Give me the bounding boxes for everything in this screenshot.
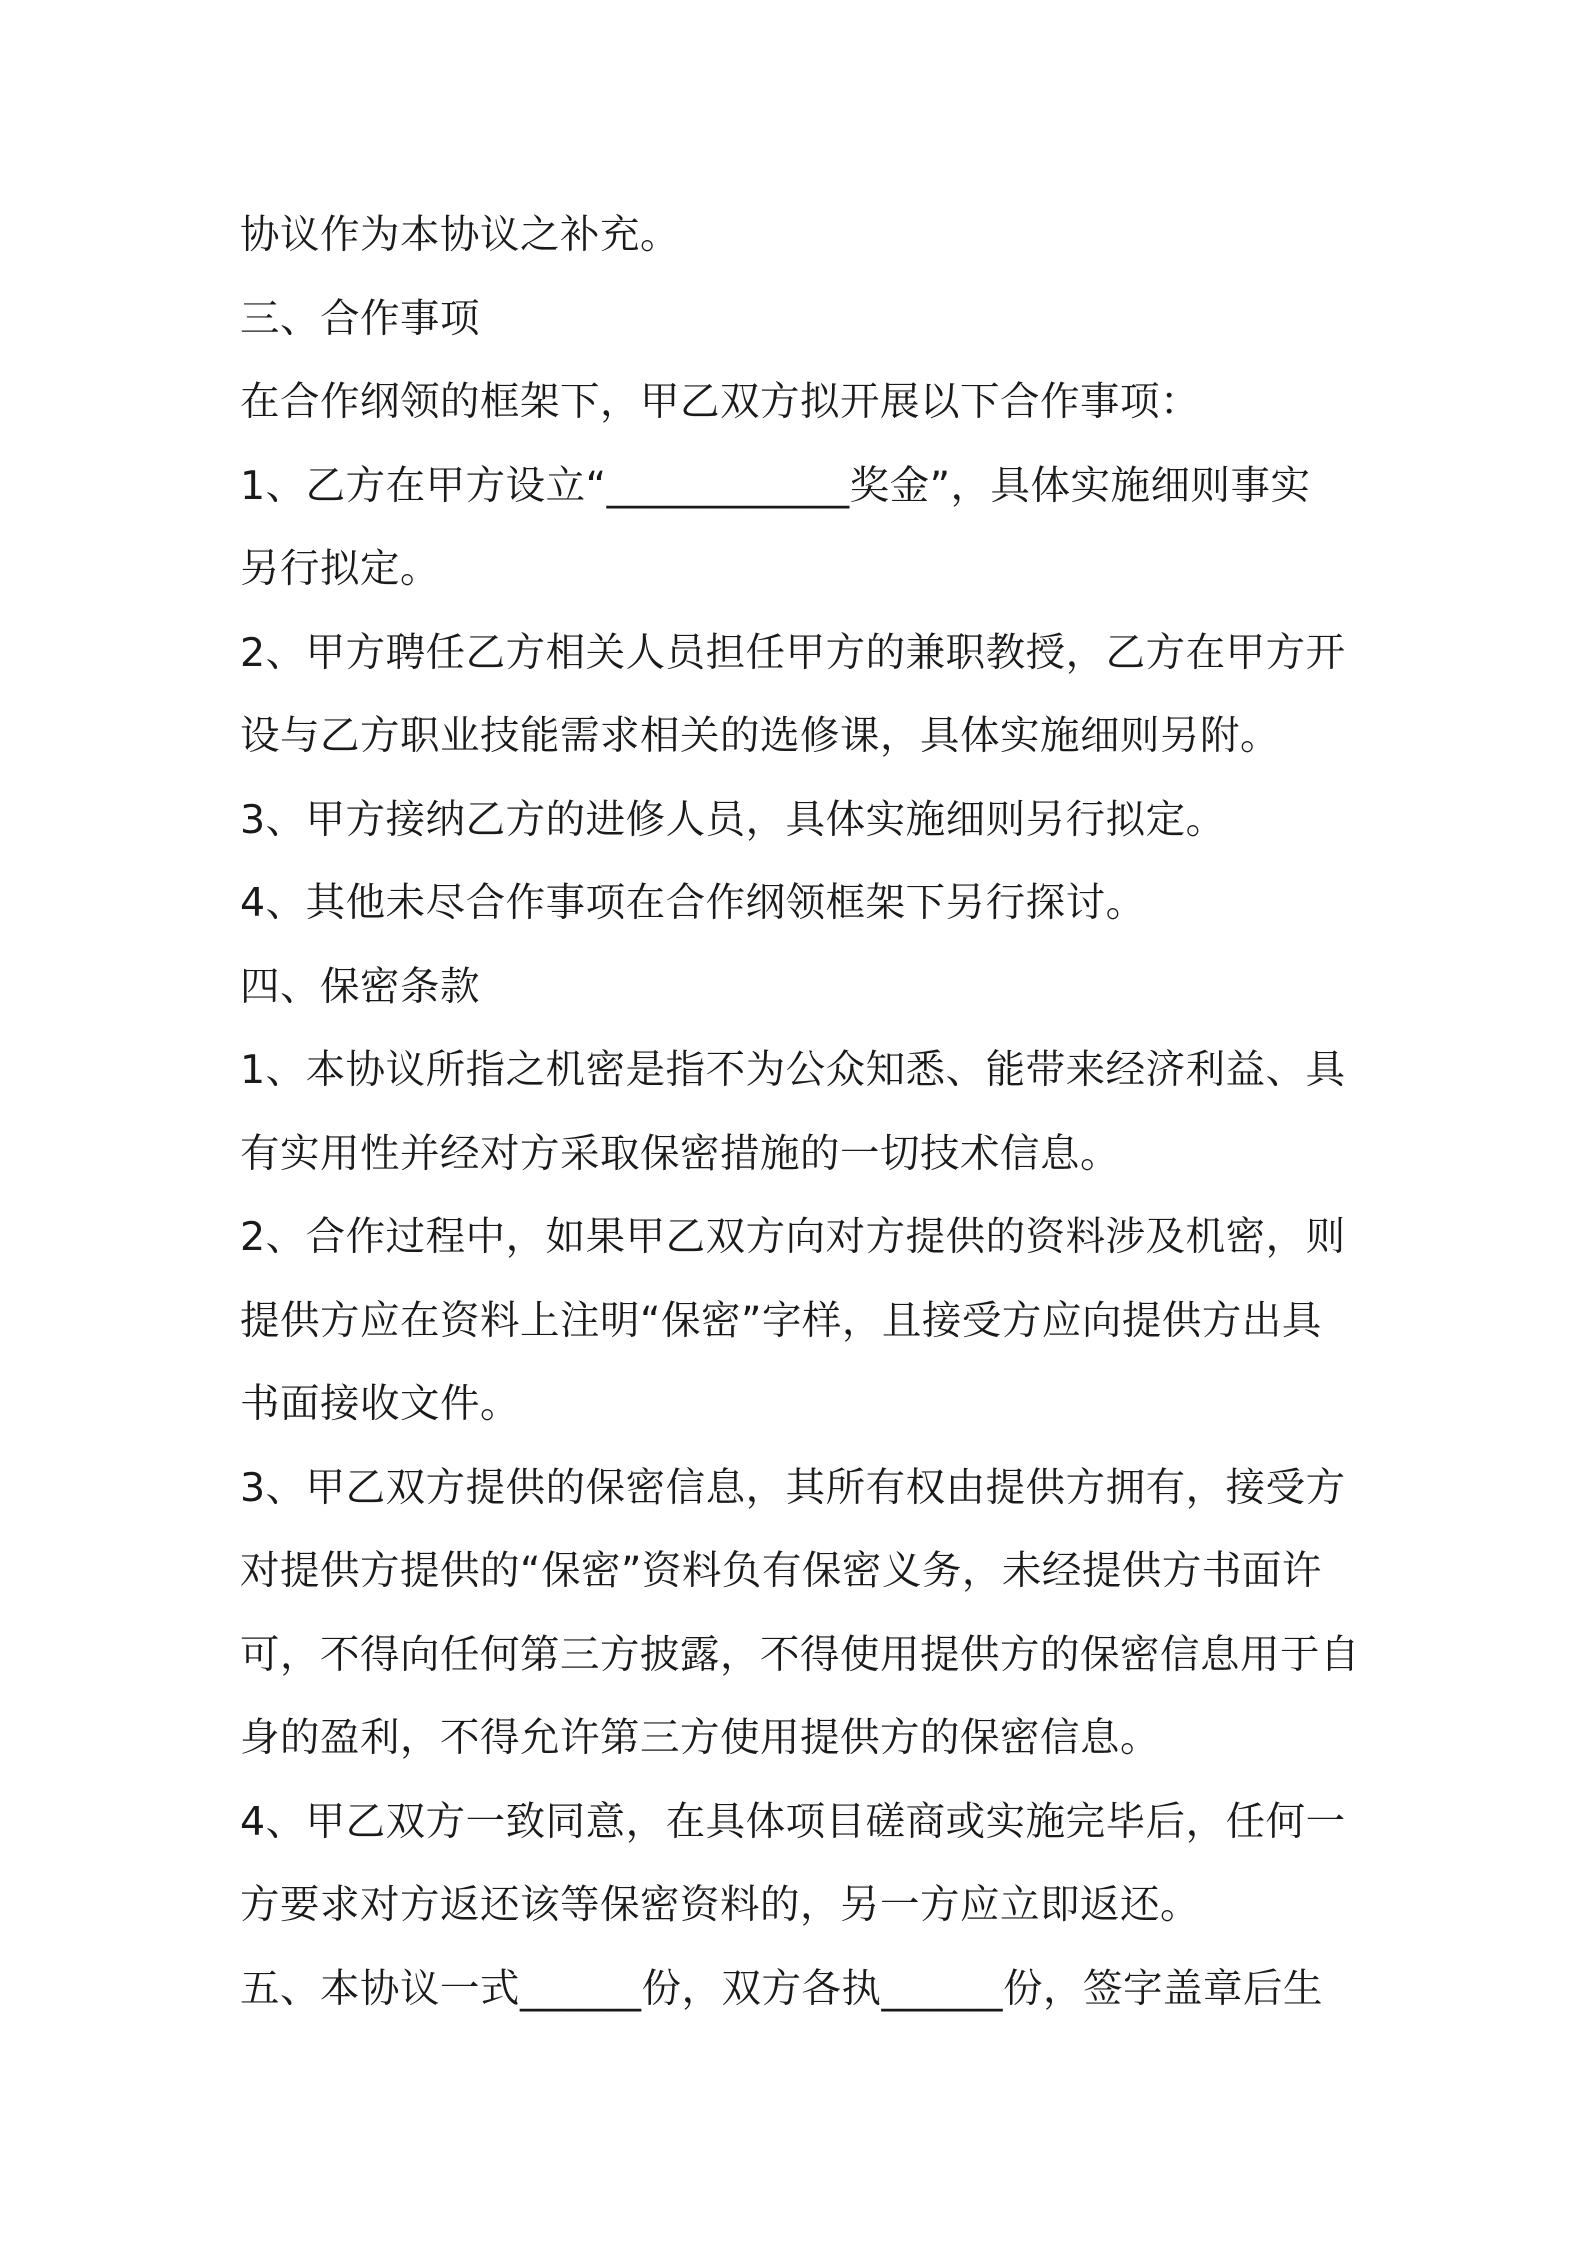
section-heading: 四、保密条款 [240, 963, 480, 1010]
text-line: 4、其他未尽合作事项在合作纲领框架下另行探讨。 [240, 880, 1146, 926]
text-line: 设与乙方职业技能需求相关的选修课，具体实施细则另附。 [240, 713, 1280, 759]
text-line: 4、甲乙双方一致同意，在具体项目磋商或实施完毕后，任何一 [240, 1798, 1346, 1845]
text-line: 对提供方提供的“保密”资料负有保密义务，未经提供方书面许 [240, 1548, 1322, 1594]
text-line: 另行拟定。 [240, 546, 440, 592]
text-line: 1、乙方在甲方设立“____________奖金”，具体实施细则事实 [240, 462, 1311, 509]
text-line: 可，不得向任何第三方披露，不得使用提供方的保密信息用于自 [240, 1631, 1360, 1678]
text-line: 3、甲乙双方提供的保密信息，其所有权由提供方拥有，接受方 [240, 1464, 1346, 1511]
text-line: 2、甲方聘任乙方相关人员担任甲方的兼职教授，乙方在甲方开 [240, 629, 1346, 676]
text-line: 协议作为本协议之补充。 [240, 212, 680, 258]
section-heading: 三、合作事项 [240, 295, 480, 342]
text-line: 2、合作过程中，如果甲乙双方向对方提供的资料涉及机密，则 [240, 1214, 1346, 1260]
text-line: 书面接收文件。 [240, 1381, 520, 1427]
text-line: 有实用性并经对方采取保密措施的一切技术信息。 [240, 1130, 1120, 1177]
text-line: 在合作纲领的框架下，甲乙双方拟开展以下合作事项： [240, 379, 1200, 425]
text-line: 身的盈利，不得允许第三方使用提供方的保密信息。 [240, 1715, 1160, 1761]
text-line: 提供方应在资料上注明“保密”字样，且接受方应向提供方出具 [240, 1297, 1322, 1344]
text-line: 1、本协议所指之机密是指不为公众知悉、能带来经济利益、具 [240, 1047, 1346, 1093]
text-line: 3、甲方接纳乙方的进修人员，具体实施细则另行拟定。 [240, 796, 1226, 843]
text-line: 方要求对方返还该等保密资料的，另一方应立即返还。 [240, 1882, 1200, 1928]
document-body [240, 194, 1360, 2031]
section-heading: 五、本协议一式______份，双方各执______份，签字盖章后生 [240, 1965, 1323, 2012]
